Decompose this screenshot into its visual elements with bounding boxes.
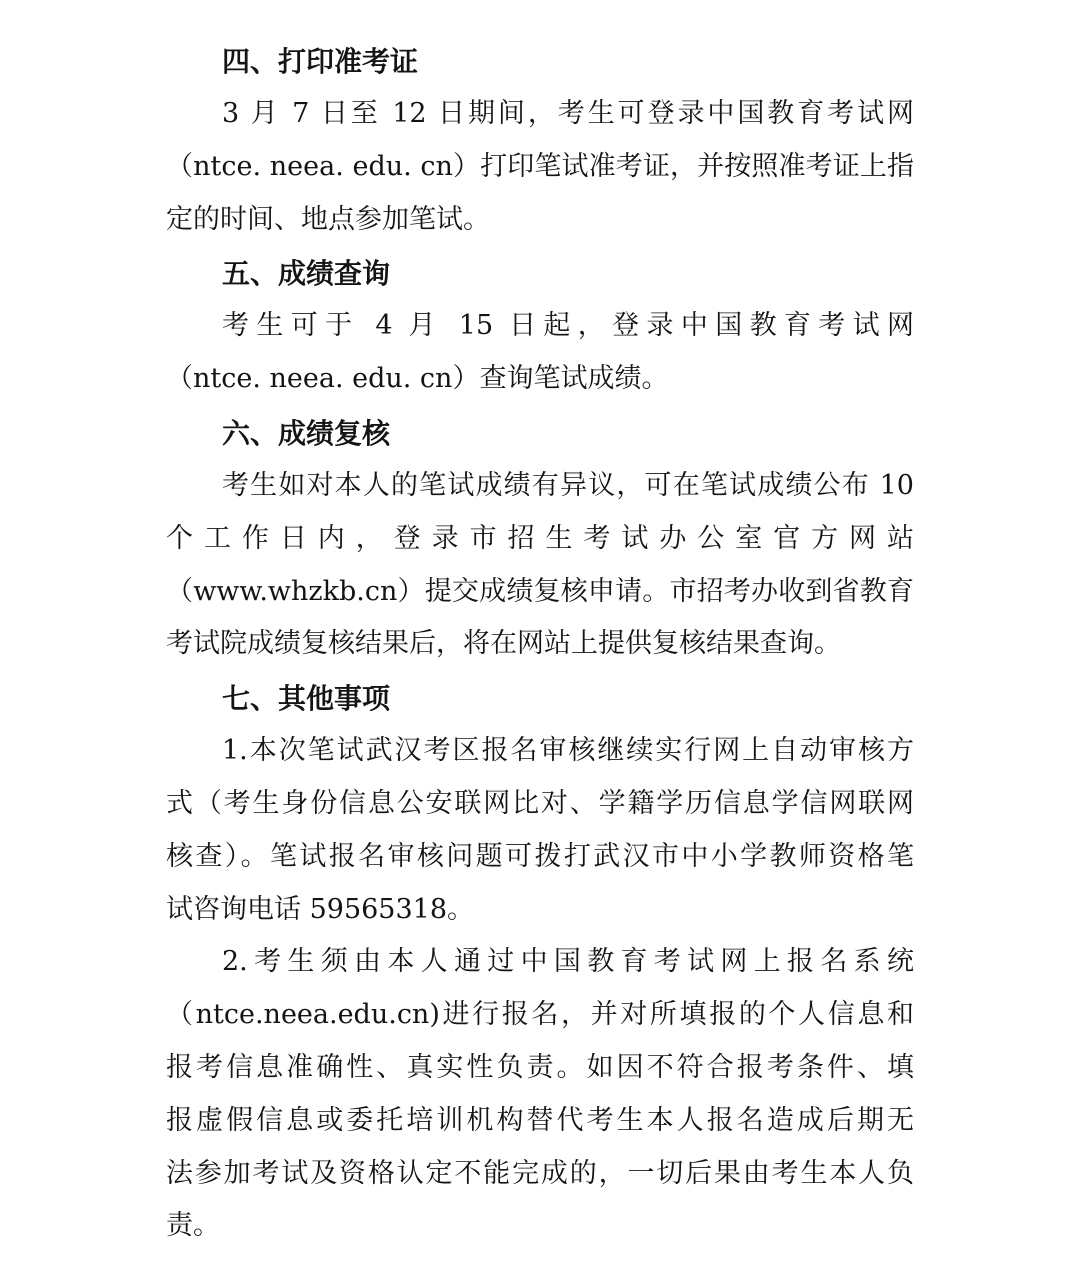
paragraph-line: 个工作日内，登录市招生考试办公室官方网站 [166, 522, 914, 554]
paragraph [166, 300, 914, 406]
paragraph-line: 报虚假信息或委托培训机构替代考生本人报名造成后期无 [166, 1104, 914, 1136]
paragraph-line: （ntce. neea. edu. cn）查询笔试成绩。 [166, 363, 669, 395]
paragraph-line: （ntce. neea. edu. cn）打印笔试准考证，并按照准考证上指 [166, 150, 914, 182]
paragraph-line: 考试院成绩复核结果后，将在网站上提供复核结果查询。 [166, 628, 841, 660]
paragraph-line: （ntce.neea.edu.cn)进行报名，并对所填报的个人信息和 [166, 999, 914, 1031]
paragraph-line: 考生可于 4 月 15 日起，登录中国教育考试网 [222, 310, 914, 342]
paragraph-line: 1.本次笔试武汉考区报名审核继续实行网上自动审核方 [222, 735, 914, 767]
paragraph-line: 3 月 7 日至 12 日期间，考生可登录中国教育考试网 [222, 98, 914, 129]
paragraph-line: 2.考生须由本人通过中国教育考试网上报名系统 [222, 946, 914, 978]
paragraph [166, 936, 914, 1253]
section-score-query [166, 248, 914, 406]
paragraph-line: 定的时间、地点参加笔试。 [166, 203, 490, 235]
section-score-review [166, 408, 914, 671]
section-heading: 四、打印准考证 [222, 45, 419, 78]
document-page [166, 36, 914, 1255]
section-heading: 六、成绩复核 [222, 416, 391, 450]
section-heading: 七、其他事项 [222, 682, 391, 716]
paragraph-line: 考生如对本人的笔试成绩有异议，可在笔试成绩公布 10 [222, 469, 914, 501]
paragraph-line: 式（考生身份信息公安联网比对、学籍学历信息学信网联网 [166, 787, 914, 819]
paragraph [166, 88, 914, 246]
section-other-matters [166, 673, 914, 1253]
section-heading: 五、成绩查询 [222, 257, 391, 291]
paragraph-line: （www.whzkb.cn）提交成绩复核申请。市招考办收到省教育 [166, 575, 914, 607]
paragraph-line: 法参加考试及资格认定不能完成的，一切后果由考生本人负 [166, 1157, 914, 1189]
paragraph-line: 报考信息准确性、真实性负责。如因不符合报考条件、填 [166, 1051, 914, 1083]
paragraph-line: 核查）。笔试报名审核问题可拨打武汉市中小学教师资格笔 [166, 840, 914, 872]
paragraph-line: 试咨询电话 59565318。 [166, 893, 475, 925]
section-print-admission-ticket [166, 36, 914, 246]
paragraph [166, 460, 914, 671]
paragraph [166, 725, 914, 936]
paragraph-line: 责。 [166, 1210, 220, 1242]
